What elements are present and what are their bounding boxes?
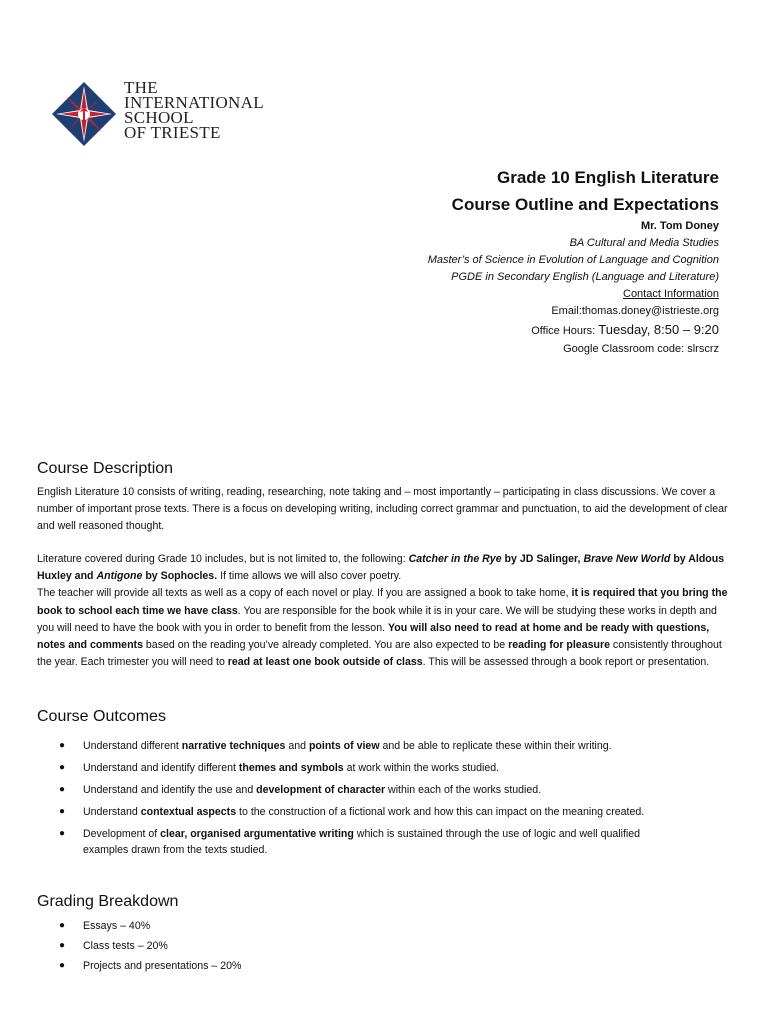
course-subtitle: Course Outline and Expectations [451, 195, 719, 214]
text: to the construction of a fictional work and how this can impact on the meaning created. [236, 806, 645, 818]
bullet-icon: ● [59, 806, 66, 817]
text: consistently throughout the year. Each trimester you will need to [37, 639, 722, 669]
teacher-email[interactable]: Email:thomas.doney@istrieste.org [551, 305, 719, 317]
text: Development of [83, 828, 161, 840]
text: by Sophocles. [142, 570, 218, 583]
grading-list [37, 918, 737, 974]
school-logo [52, 80, 292, 146]
text: and [285, 740, 309, 752]
text: If time allows we will also cover poetry. [217, 570, 402, 583]
text: Understand and identify the use and [83, 784, 257, 796]
emphasis: reading for pleasure [508, 639, 610, 652]
teacher-degree: PGDE in Secondary English (Language and Literature) [451, 271, 719, 283]
emphasis: narrative techniques [181, 740, 286, 752]
text: . This will be assessed through a book report or presentation. [422, 656, 710, 669]
grade-component: Class tests – 20% [83, 940, 168, 952]
list-item [37, 738, 737, 754]
bullet-icon: ● [59, 784, 66, 795]
course-header [428, 164, 719, 358]
book-title: Brave New World [583, 553, 671, 565]
list-item [37, 804, 737, 820]
list-item [37, 826, 737, 858]
emphasis: You will also need to read at home and be ready with questions, notes and comments [37, 621, 710, 652]
text: based on the reading you’ve already completed. You are also expected to be [142, 639, 509, 652]
bullet-icon: ● [59, 940, 66, 951]
classroom-code: Google Classroom code: slrscrz [563, 343, 719, 355]
list-item [37, 782, 737, 798]
literature-paragraph [37, 551, 735, 671]
bullet-icon: ● [59, 828, 66, 839]
text: by Aldous Huxley and [37, 553, 725, 583]
emphasis: themes and symbols [238, 762, 344, 774]
emphasis: it is required that you bring the book to school each time we have class [37, 587, 728, 617]
emphasis: development of character [256, 784, 386, 796]
list-item [37, 938, 737, 954]
outcomes-list [37, 738, 737, 858]
list-item [37, 958, 737, 974]
compass-star-emblem-icon [52, 82, 116, 146]
text: and be able to replicate these within their writing. [379, 740, 612, 752]
text: Literature covered during Grade 10 includes, but is not limited to, the following: [37, 553, 409, 565]
text: Understand and identify different [83, 762, 239, 774]
office-hours [428, 320, 719, 341]
office-hours-label: Office Hours: [531, 325, 599, 337]
course-outcomes-heading: Course Outcomes [37, 708, 166, 725]
grading-breakdown-heading: Grading Breakdown [37, 893, 179, 910]
teacher-name: Mr. Tom Doney [640, 220, 719, 232]
course-description-heading: Course Description [37, 460, 174, 477]
bullet-icon: ● [59, 740, 66, 751]
list-item [37, 918, 737, 934]
emphasis: contextual aspects [140, 806, 237, 818]
teacher-degree: Master’s of Science in Evolution of Language and Cognition [427, 254, 719, 266]
grade-component: Essays – 40% [83, 920, 151, 932]
text: at work within the works studied. [343, 762, 500, 774]
grade-component: Projects and presentations – 20% [83, 960, 242, 972]
emphasis: read at least one book outside of class [227, 656, 423, 669]
text: . You are responsible for the book while it is in your care. We will be studying these works in depth and you will need to have the book with you in order to benefit from the lesson. [37, 604, 717, 634]
text: by JD Salinger, [501, 553, 584, 565]
course-title: Grade 10 English Literature [496, 168, 719, 187]
logo-line: THE [124, 78, 158, 97]
logo-line: INTERNATIONAL [124, 93, 264, 112]
book-title: Catcher in the Rye [408, 553, 502, 565]
text: within each of the works studied. [385, 784, 542, 796]
emphasis: clear, organised argumentative writing [160, 828, 354, 840]
text: Understand [83, 806, 141, 818]
text: which is sustained through the use of logic and well qualified examples drawn from the texts studied. [83, 828, 641, 856]
description-paragraph: English Literature 10 consists of writing, reading, researching, note taking and – most importantly – participating in class discussions. We cover a number of important prose texts. There is a focus on developing writing, including correct grammar and punctuation, to aid the development of clear and well reasoned thought. [37, 486, 728, 533]
office-hours-value: Tuesday, 8:50 – 9:20 [598, 322, 719, 337]
logo-line: OF TRIESTE [124, 123, 221, 142]
text: Understand different [83, 740, 182, 752]
text: The teacher will provide all texts as well as a copy of each novel or play. If you are assigned a book to take home, [37, 587, 572, 600]
school-name [124, 80, 264, 140]
emphasis: points of view [308, 740, 380, 752]
bullet-icon: ● [59, 762, 66, 773]
list-item [37, 760, 737, 776]
bullet-icon: ● [59, 960, 66, 971]
teacher-degree: BA Cultural and Media Studies [569, 237, 719, 249]
logo-line: SCHOOL [124, 108, 194, 127]
book-title: Antigone [96, 570, 143, 583]
bullet-icon: ● [59, 920, 66, 931]
contact-heading: Contact Information [623, 288, 719, 300]
